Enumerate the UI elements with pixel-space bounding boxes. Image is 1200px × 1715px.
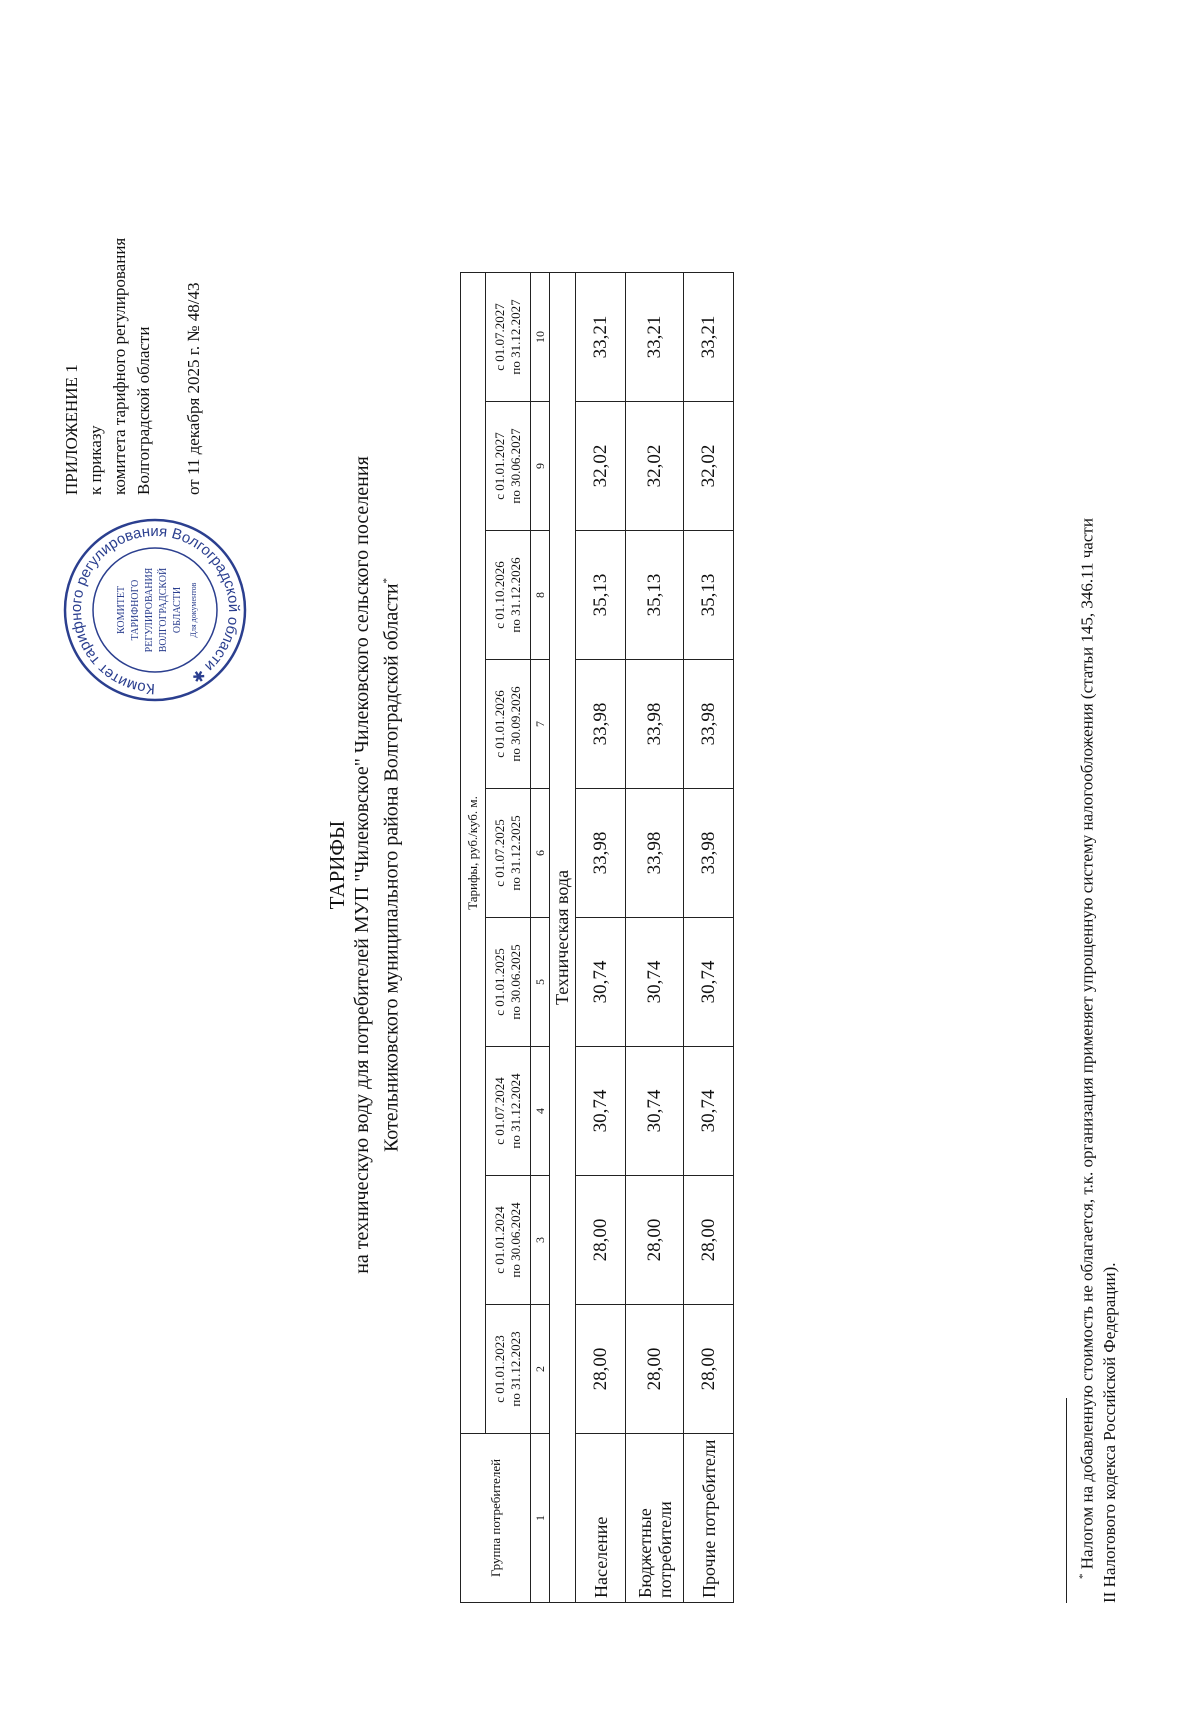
table-header-row [461, 273, 486, 1603]
title-main: ТАРИФЫ [325, 820, 349, 910]
row-label-line2: потребители [654, 1501, 675, 1598]
tariff-value-cell: 30,74 [626, 918, 684, 1047]
svg-text:Для документов: Для документов [189, 582, 198, 638]
period-to: по 30.09.2026 [508, 686, 523, 762]
units-header-cell: Тарифы, руб./куб. м. [461, 273, 486, 1434]
period-from: с 01.07.2024 [492, 1077, 507, 1145]
section-label-cell: Техническая вода [550, 273, 576, 1603]
column-number-cell: 4 [531, 1047, 550, 1176]
table-row [684, 273, 734, 1603]
column-number-cell: 3 [531, 1176, 550, 1305]
stamp-seal-graphic [60, 515, 250, 705]
footnote-mark: * [1077, 1573, 1089, 1579]
footnote-line2: II Налогового кодекса Российской Федерации). [1099, 1262, 1119, 1603]
svg-text:ВОЛГОГРАДСКОЙ: ВОЛГОГРАДСКОЙ [158, 567, 169, 653]
appendix-label: ПРИЛОЖЕНИЕ 1 [62, 364, 81, 495]
tariff-value-cell: 30,74 [576, 918, 626, 1047]
tariff-value-cell: 35,13 [684, 531, 734, 660]
stamp-inner-ring [93, 548, 217, 672]
period-to: по 30.06.2024 [508, 1202, 523, 1278]
column-number-cell: 1 [531, 1434, 550, 1603]
stamp-ring-text: Комитет тарифного регулирования Волгоградской области ✱ [67, 522, 243, 698]
stamp-center-text [116, 567, 198, 652]
svg-text:ТАРИФНОГО: ТАРИФНОГО [130, 579, 141, 641]
period-header-cell [486, 789, 531, 918]
tariff-value-cell: 35,13 [576, 531, 626, 660]
period-header-cell [486, 660, 531, 789]
tariff-value-cell: 35,13 [626, 531, 684, 660]
official-stamp [60, 515, 250, 705]
row-label: Прочие потребители [684, 1434, 734, 1603]
period-header-cell [486, 402, 531, 531]
row-label: Население [576, 1434, 626, 1603]
period-header-cell [486, 918, 531, 1047]
tariff-value-cell: 33,98 [576, 789, 626, 918]
column-number-cell: 9 [531, 402, 550, 531]
period-to: по 31.12.2024 [508, 1073, 523, 1149]
footnote-line1: Налогом на добавленную стоимость не облагается, т.к. организация применяет упрощенную систему налогообложения (статьи 145, 346.11 части [1077, 518, 1097, 1574]
footnote [1072, 103, 1121, 1603]
title-footnote-mark: * [381, 577, 393, 584]
row-label-line1: Бюджетные [634, 1508, 655, 1598]
group-header-cell: Группа потребителей [461, 1434, 531, 1603]
title-line2: на техническую воду для потребителей МУП "Чилековское" Чилековского сельского поселения [351, 456, 373, 1274]
period-from: с 01.01.2027 [492, 432, 507, 500]
period-from: с 01.07.2025 [492, 819, 507, 887]
period-from: с 01.07.2027 [492, 303, 507, 371]
tariff-value-cell: 33,21 [576, 273, 626, 402]
svg-text:ОБЛАСТИ: ОБЛАСТИ [172, 586, 183, 634]
column-number-cell: 8 [531, 531, 550, 660]
appendix-header [60, 55, 206, 495]
footnote-line1-wrap [1072, 103, 1099, 1603]
period-from: с 01.01.2023 [492, 1335, 507, 1403]
table-row [626, 273, 684, 1603]
tariff-value-cell: 28,00 [684, 1305, 734, 1434]
tariff-value-cell: 33,21 [626, 273, 684, 402]
tariff-table [460, 272, 734, 1603]
column-number-cell: 6 [531, 789, 550, 918]
tariff-value-cell: 28,00 [626, 1176, 684, 1305]
period-to: по 31.12.2026 [508, 557, 523, 633]
period-header-cell [486, 531, 531, 660]
period-to: по 30.06.2027 [508, 428, 523, 504]
title-line3-wrap [375, 165, 405, 1565]
tariff-value-cell: 30,74 [626, 1047, 684, 1176]
tariff-value-cell: 30,74 [684, 918, 734, 1047]
tariff-value-cell: 32,02 [626, 402, 684, 531]
document-title [325, 165, 405, 1565]
period-header-cell [486, 1305, 531, 1434]
tariff-value-cell: 33,98 [626, 660, 684, 789]
tariff-value-cell: 28,00 [684, 1176, 734, 1305]
column-number-cell: 7 [531, 660, 550, 789]
appendix-committee-line1: комитета тарифного регулирования [110, 237, 129, 495]
tariff-value-cell: 33,98 [684, 789, 734, 918]
svg-text:РЕГУЛИРОВАНИЯ: РЕГУЛИРОВАНИЯ [144, 567, 155, 653]
stamp-outer-ring [65, 520, 245, 700]
tariff-value-cell: 33,21 [684, 273, 734, 402]
tariff-value-cell: 33,98 [626, 789, 684, 918]
column-number-row [531, 273, 550, 1603]
period-from: с 01.01.2025 [492, 948, 507, 1016]
appendix-date-line: от 11 декабря 2025 г. № 48/43 [184, 282, 203, 495]
tariff-value-cell: 30,74 [684, 1047, 734, 1176]
title-line3: Котельниковского муниципального района Волгоградской области [380, 583, 403, 1153]
tariff-value-cell: 32,02 [684, 402, 734, 531]
period-from: с 01.01.2024 [492, 1206, 507, 1274]
tariff-value-cell: 30,74 [576, 1047, 626, 1176]
period-to: по 30.06.2025 [508, 944, 523, 1020]
column-number-cell: 10 [531, 273, 550, 402]
table-row [576, 273, 626, 1603]
appendix-committee-line2: Волгоградской области [134, 326, 153, 495]
period-header-cell [486, 1047, 531, 1176]
tariff-value-cell: 33,98 [576, 660, 626, 789]
tariff-value-cell: 32,02 [576, 402, 626, 531]
column-number-cell: 5 [531, 918, 550, 1047]
period-header-cell [486, 1176, 531, 1305]
row-label [626, 1434, 684, 1603]
period-to: по 31.12.2025 [508, 815, 523, 891]
tariff-value-cell: 28,00 [576, 1176, 626, 1305]
appendix-to-order: к приказу [86, 425, 105, 495]
period-from: с 01.10.2026 [492, 561, 507, 629]
period-to: по 31.12.2023 [508, 1331, 523, 1407]
section-row [550, 273, 576, 1603]
period-from: с 01.01.2026 [492, 690, 507, 758]
period-header-cell [486, 273, 531, 402]
period-to: по 31.12.2027 [508, 299, 523, 375]
tariff-value-cell: 28,00 [626, 1305, 684, 1434]
tariff-value-cell: 28,00 [576, 1305, 626, 1434]
period-header-row [486, 273, 531, 1603]
footnote-separator [1066, 1398, 1067, 1603]
tariff-value-cell: 33,98 [684, 660, 734, 789]
column-number-cell: 2 [531, 1305, 550, 1434]
svg-text:КОМИТЕТ: КОМИТЕТ [116, 585, 127, 635]
